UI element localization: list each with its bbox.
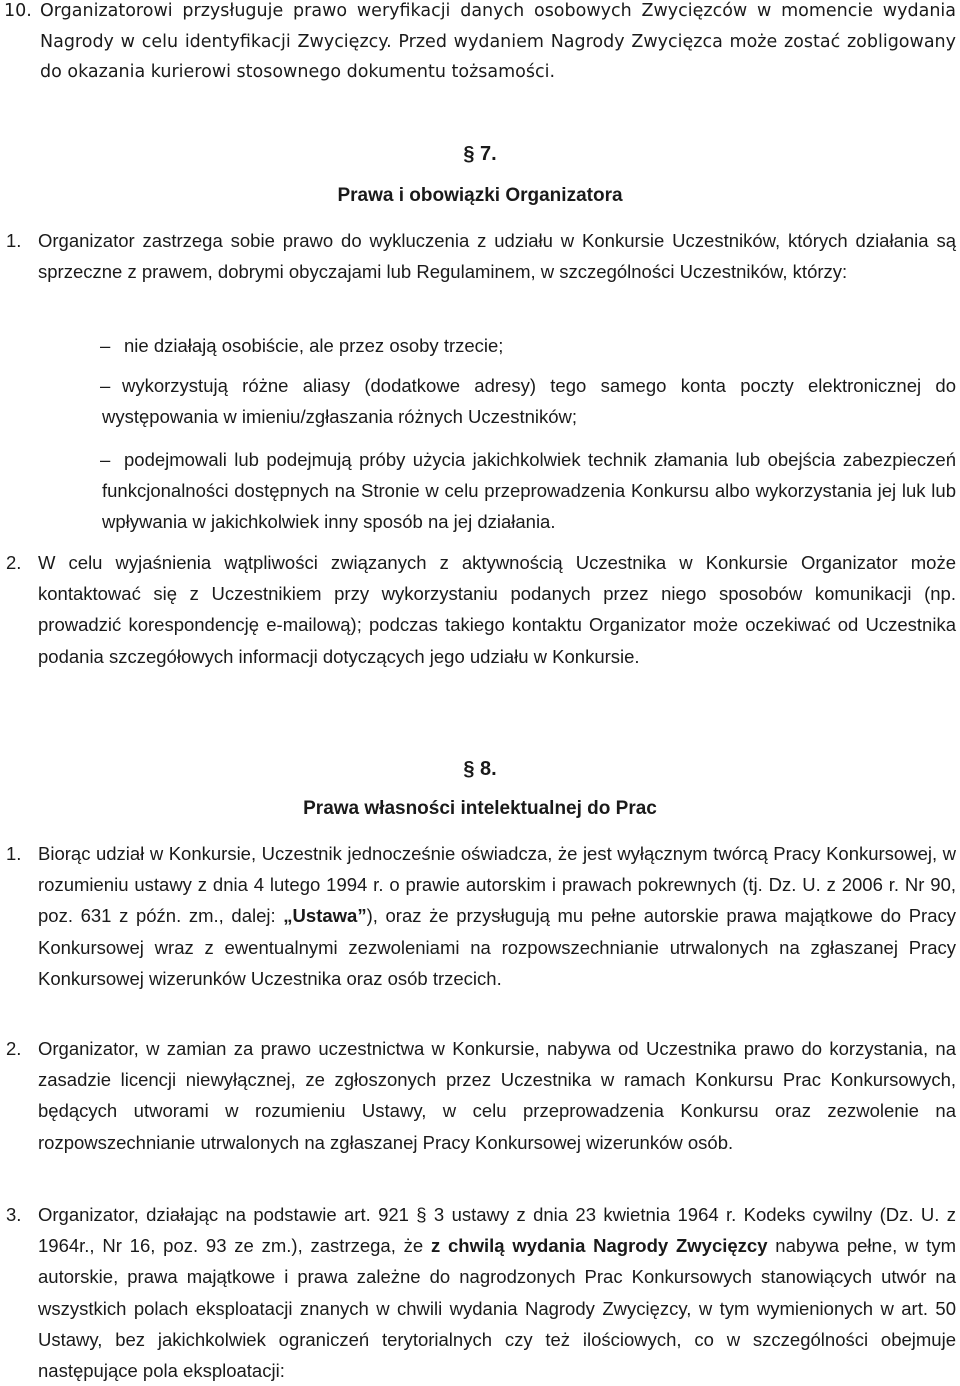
section-8-item-1 [6,838,956,994]
dash-icon: – [100,375,111,396]
paragraph-number: 2. [6,1038,22,1059]
section-7-item-1 [6,225,956,287]
section-8-item-3 [6,1199,956,1386]
paragraph-text: W celu wyjaśnienia wątpliwości związanych z aktywnością Uczestnika w Konkursie Organizator może kontaktować się z Uczestnikiem przy wykorzystaniu podanych przez niego sposobów komunikacji (np. prowadzić korespondencję e-mailową); podczas takiego kontaktu Organizator może oczekiwać od Uczestnika podania szczegółowych informacji dotyczących jego udziału w Konkursie. [38,552,956,667]
emphasis-text: z chwilą wydania Nagrody Zwycięzcy [430,1235,768,1257]
paragraph-number: 10. [4,1,32,21]
bullet-text: podejmowali lub podejmują próby użycia jakichkolwiek technik złamania lub obejścia zabezpieczeń funkcjonalności dostępnych na Stronie w celu przeprowadzenia Konkursu albo wykorzystania jej luk lub wpływania w jakichkolwiek inny sposób na jej działania. [102,449,956,533]
paragraph-text: Organizator, działając na podstawie art. 921 § 3 ustawy z dnia 23 kwietnia 1964 r. Kodeks cywilny (Dz. U. z 1964r., Nr 16, poz. 93 ze zm.), zastrzega, że [38,1204,956,1257]
dash-icon: – [100,335,111,356]
section-7-mark: § 7. [463,143,497,165]
section-7-title: Prawa i obowiązki Organizatora [337,185,623,206]
paragraph-text: Organizator, w zamian za prawo uczestnictwa w Konkursie, nabywa od Uczestnika prawo do korzystania, na zasadzie licencji niewyłącznej, ze zgłoszonych przez Uczestnika w ramach Konkursu Prac Konkursowych, będących utworami w rozumieniu Ustawy, w celu przeprowadzenia Konkursu oraz zezwolenie na rozpowszechnianie utrwalonych na zgłaszanej Pracy Konkursowej wizerunków osób. [38,1038,956,1153]
section-8-item-2 [6,1033,956,1158]
paragraph-number: 3. [6,1204,22,1225]
paragraph-number: 2. [6,552,22,573]
paragraph-number: 1. [6,230,22,251]
defined-term: „Ustawa” [283,905,367,927]
paragraph-number: 1. [6,843,22,864]
paragraph-text: Organizatorowi przysługuje prawo weryfikacji danych osobowych Zwycięzców w momencie wydania Nagrody w celu identyfikacji Zwycięzcy. Przed wydaniem Nagrody Zwycięzca może zostać zobligowany do okazania kurierowi stosownego dokumentu tożsamości. [40,1,956,82]
section-8-title: Prawa własności intelektualnej do Prac [303,798,657,819]
paragraph-text: Biorąc udział w Konkursie, Uczestnik jednocześnie oświadcza, że jest wyłącznym twórcą Pracy Konkursowej, w rozumieniu ustawy z dnia 4 lutego 1994 r. o prawie autorskim i prawach pokrewnych (tj. Dz. U. z 2006 r. Nr 90, poz. 631 z późn. zm., dalej: [38,843,956,927]
section-8-mark: § 8. [463,758,497,780]
bullet-text: wykorzystują różne aliasy (dodatkowe adresy) tego samego konta poczty elektronicznej do występowania w imieniu/zgłaszania różnych Uczestników; [102,375,956,428]
paragraph-text: nabywa pełne, w tym autorskie, prawa majątkowe i prawa zależne do nagrodzonych Prac Konkursowych stanowiących utwór na wszystkich polach eksploatacji znanych w chwili wydania Nagrody Zwycięzcy, w tym wymienionych w art. 50 Ustawy, bez jakichkolwiek ograniczeń terytorialnych czy też ilościowych, co w szczególności obejmuje następujące pola eksploatacji: [38,1235,956,1382]
bullet-text: nie działają osobiście, ale przez osoby trzecie; [124,335,504,356]
paragraph-text: Organizator zastrzega sobie prawo do wykluczenia z udziału w Konkursie Uczestników, których działania są sprzeczne z prawem, dobrymi obyczajami lub Regulaminem, w szczególności Uczestników, którzy: [38,230,956,283]
section-7-item-2 [6,547,956,672]
bullet-item [102,444,956,538]
bullet-item [102,370,956,432]
dash-icon: – [100,449,111,470]
paragraph-text: ), oraz że przysługują mu pełne autorskie prawa majątkowe do Pracy Konkursowej wraz z ewentualnymi zezwoleniami na rozpowszechnianie utrwalonych na zgłaszanej Pracy Konkursowej wizerunków Uczestnika oraz osób trzecich. [38,905,956,989]
paragraph-10 [4,0,956,88]
bullet-item [102,330,956,361]
